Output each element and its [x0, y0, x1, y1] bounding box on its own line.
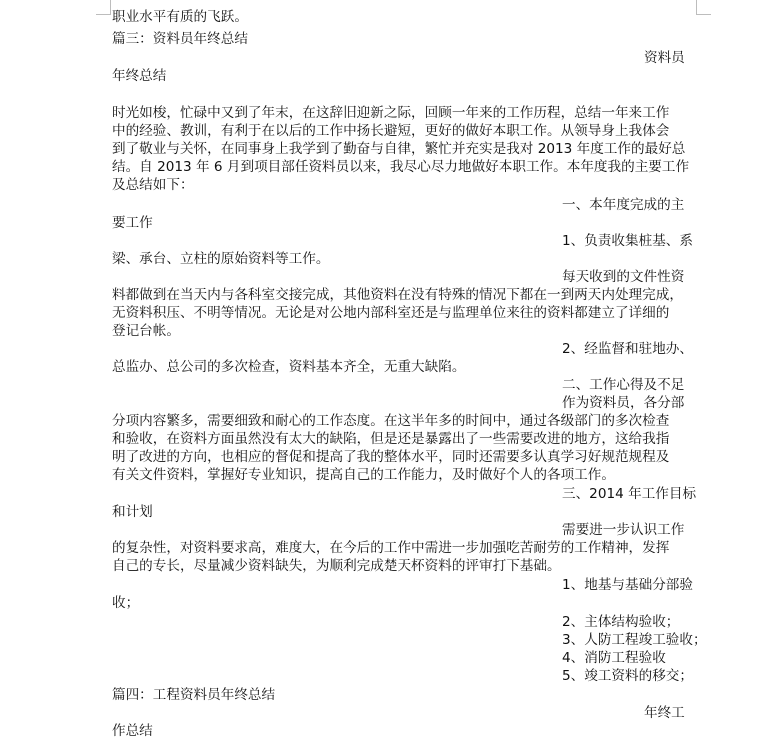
text-line: 的复杂性，对资料要求高，难度大，在今后的工作中需进一步加强吃苦耐劳的工作精神，发挥 — [112, 540, 670, 556]
text-line: 1、负责收集桩基、系 — [562, 233, 693, 249]
text-line: 分项内容繁多，需要细致和耐心的工作态度。在这半年多的时间中，通过各级部门的多次检查 — [112, 413, 670, 429]
text-line: 一、本年度完成的主 — [562, 197, 685, 213]
text-line: 和验收，在资料方面虽然没有太大的缺陷，但是还是暴露出了一些需要改进的地方，这给我指 — [112, 431, 670, 447]
text-line: 年终总结 — [112, 68, 167, 84]
section-heading: 篇三：资料员年终总结 — [112, 31, 248, 47]
text-line: 1、地基与基础分部验 — [562, 577, 693, 593]
text-line: 需要进一步认识工作 — [562, 522, 685, 538]
section-heading: 篇四：工程资料员年终总结 — [112, 687, 276, 703]
text-line: 3、人防工程竣工验收； — [562, 632, 707, 648]
text-line: 职业水平有质的飞跃。 — [112, 9, 248, 25]
text-line: 登记台帐。 — [112, 323, 180, 339]
text-line: 自己的专长，尽量减少资料缺失，为顺利完成楚天杯资料的评审打下基础。 — [112, 558, 561, 574]
text-line: 料都做到在当天内与各科室交接完成，其他资料在没有特殊的情况下都在一到两天内处理完成， — [112, 287, 683, 303]
text-line: 每天收到的文件性资 — [562, 269, 685, 285]
text-line: 明了改进的方向，也相应的督促和提高了我的整体水平，同时还需要多认真学习好规范规程及 — [112, 449, 670, 465]
text-line: 作总结 — [112, 723, 153, 739]
text-line: 有关文件资料，掌握好专业知识，提高自己的工作能力，及时做好个人的各项工作。 — [112, 467, 615, 483]
text-line: 资料员 — [644, 50, 685, 66]
text-line: 要工作 — [112, 215, 153, 231]
text-line: 年终工 — [644, 705, 685, 721]
text-line: 2、经监督和驻地办、 — [562, 341, 693, 357]
text-line: 5、竣工资料的移交； — [562, 668, 693, 684]
right-margin-corner-mark — [696, 0, 711, 15]
text-line: 2、主体结构验收； — [562, 614, 680, 630]
text-line: 收； — [112, 595, 140, 611]
text-line: 梁、承台、立柱的原始资料等工作。 — [112, 251, 330, 267]
text-line: 时光如梭，忙碌中又到了年末，在这辞旧迎新之际，回顾一年来的工作历程，总结一年来工作 — [112, 105, 670, 121]
text-line: 结。自 2013 年 6 月到项目部任资料员以来，我尽心尽力地做好本职工作。本年度我的主要工作 — [112, 159, 690, 175]
text-line: 和计划 — [112, 504, 153, 520]
text-line: 二、工作心得及不足 — [562, 377, 685, 393]
text-line: 无资料积压、不明等情况。无论是对公地内部科室还是与监理单位来往的资料都建立了详细的 — [112, 305, 670, 321]
text-line: 三、2014 年工作目标 — [562, 486, 697, 502]
text-line: 4、消防工程验收 — [562, 650, 666, 666]
text-line: 及总结如下： — [112, 177, 194, 193]
left-margin-corner-mark — [96, 0, 111, 15]
text-line: 总监办、总公司的多次检查，资料基本齐全，无重大缺陷。 — [112, 359, 466, 375]
text-line: 作为资料员，各分部 — [562, 395, 685, 411]
text-line: 到了敬业与关怀，在同事身上我学到了勤奋与自律，繁忙并充实是我对 2013 年度工作的最好总 — [112, 141, 686, 157]
text-line: 中的经验、教训，有利于在以后的工作中扬长避短，更好的做好本职工作。从领导身上我体会 — [112, 123, 670, 139]
